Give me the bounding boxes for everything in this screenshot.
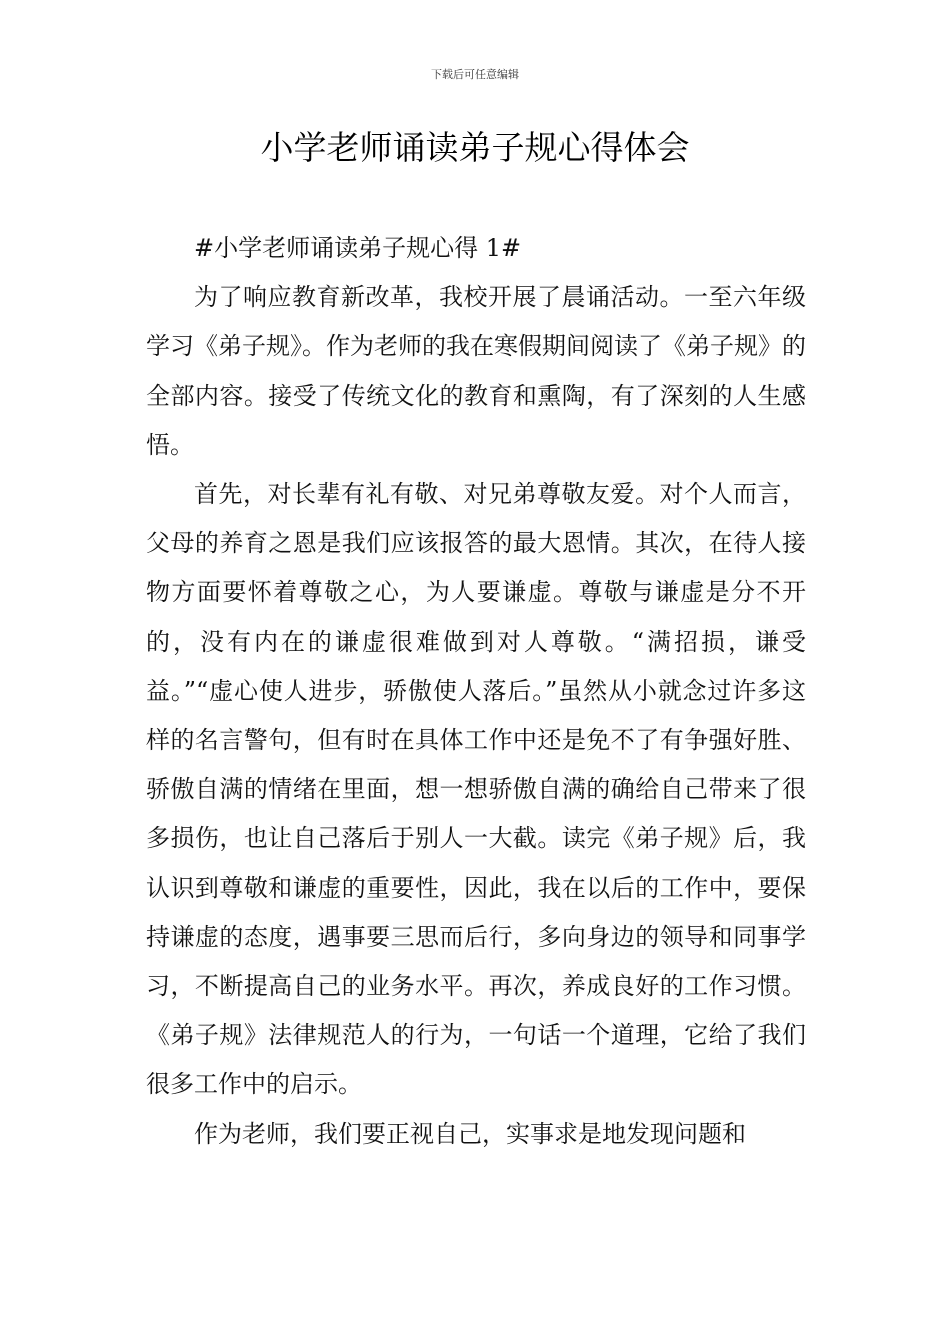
header-note: 下载后可任意编辑	[431, 68, 519, 81]
paragraph-2: 首先，对长辈有礼有敬、对兄弟尊敬友爱。对个人而言，父母的养育之恩是我们应该报答的最大恩情。其次，在待人接物方面要怀着尊敬之心，为人要谦虚。尊敬与谦虚是分不开的，没有内在的谦虚很难做到对人尊敬。“满招损，谦受益。”“虚心使人进步，骄傲使人落后。”虽然从小就念过许多这样的名言警句，但有时在具体工作中还是免不了有争强好胜、骄傲自满的情绪在里面，想一想骄傲自满的确给自己带来了很多损伤，也让自己落后于别人一大截。读完《弟子规》后，我认识到尊敬和谦虚的重要性，因此，我在以后的工作中，要保持谦虚的态度，遇事要三思而后行，多向身边的领导和同事学习，不断提高自己的业务水平。再次，养成良好的工作习惯。《弟子规》法律规范人的行为，一句话一个道理，它给了我们很多工作中的启示。	[146, 480, 806, 1099]
section-heading: #小学老师诵读弟子规心得 1#	[194, 234, 522, 262]
paragraph-1: 为了响应教育新改革，我校开展了晨诵活动。一至六年级学习《弟子规》。作为老师的我在寒假期间阅读了《弟子规》的全部内容。接受了传统文化的教育和熏陶，有了深刻的人生感悟。	[146, 283, 806, 459]
document-title: 小学老师诵读弟子规心得体会	[260, 128, 690, 167]
paragraph-3: 作为老师，我们要正视自己，实事求是地发现问题和	[194, 1119, 746, 1148]
document-body	[146, 224, 806, 1159]
